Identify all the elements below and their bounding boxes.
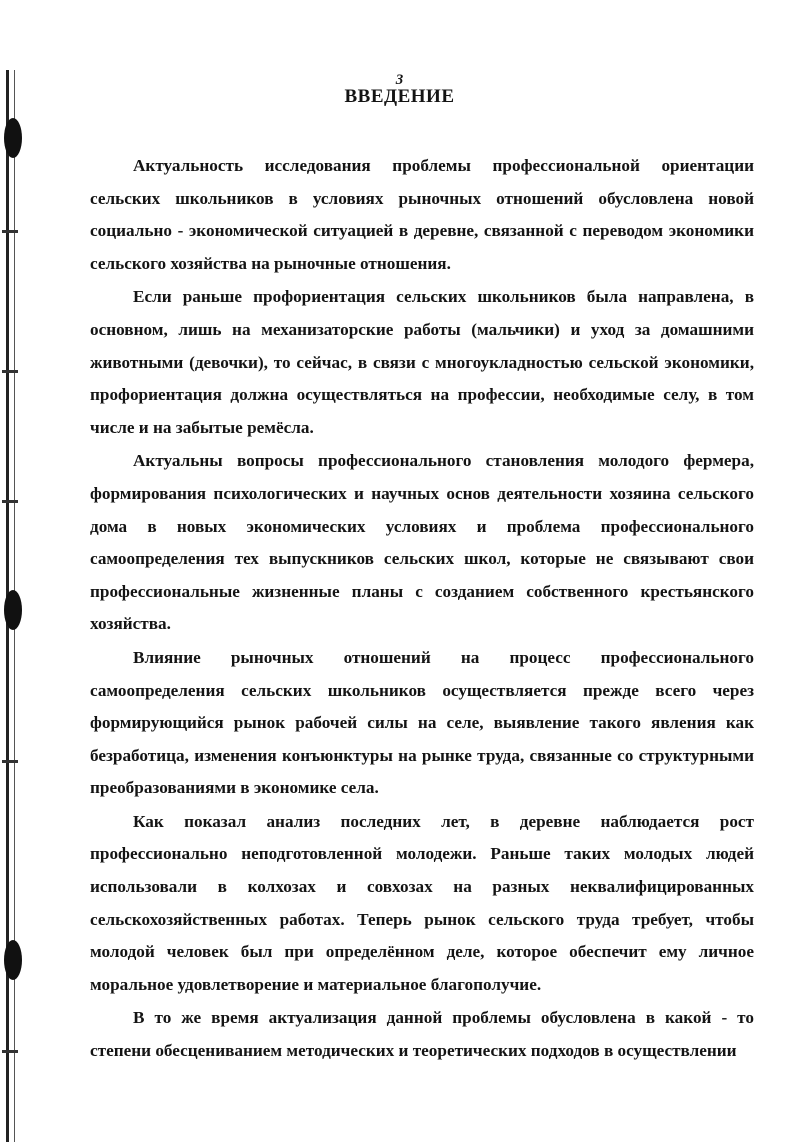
paragraph: Влияние рыночных отношений на процесс профессионального самоопределения сельских школьников осуществляется прежде всего через формирующийся рынок рабочей силы на селе, выявление такого явления как безработица, изменения конъюнктуры на рынке труда, связанные со структурными преобразованиями в экономике села.	[90, 647, 754, 798]
paragraph: В то же время актуализация данной проблемы обусловлена в какой - то степени обесцениванием методических и теоретических подходов в осуществлении	[90, 1008, 754, 1061]
paragraph: Актуальность исследования проблемы профессиональной ориентации сельских школьников в условиях рыночных отношений обусловлена новой социально - экономической ситуацией в деревне, связанной с переводом экономики сельского хозяйства на рыночные отношения.	[90, 156, 754, 273]
page-number: 3	[395, 72, 404, 88]
paragraph: Как показал анализ последних лет, в деревне наблюдается рост профессионально неподготовленной молодежи. Раньше таких молодых людей использовали в колхозах и совхозах на разных неквалифицированных сельскохозяйственных работах. Теперь рынок сельского труда требует, чтобы молодой человек был при определённом деле, которое обеспечит ему личное моральное удовлетворение и материальное благополучие.	[90, 811, 754, 994]
paragraph: Если раньше профориентация сельских школьников была направлена, в основном, лишь на механизаторские работы (мальчики) и уход за домашними животными (девочки), то сейчас, в связи с многоукладностью сельской экономики, профориентация должна осуществляться на профессии, необходимые селу, в том числе и на забытые ремёсла.	[90, 287, 754, 437]
edge-mark	[2, 500, 18, 503]
punch-hole	[4, 118, 22, 158]
edge-mark	[2, 370, 18, 373]
body-text	[90, 150, 754, 1068]
punch-hole	[4, 940, 22, 980]
paragraph: Актуальны вопросы профессионального становления молодого фермера, формирования психологических и научных основ деятельности хозяина сельского дома в новых экономических условиях и проблема профессионального самоопределения тех выпускников сельских школ, которые не связывают свои профессиональные жизненные планы с созданием собственного крестьянского хозяйства.	[90, 451, 754, 634]
scan-binding-edge	[0, 70, 26, 1142]
edge-mark	[2, 1050, 18, 1053]
edge-mark	[2, 230, 18, 233]
page-title: ВВЕДЕНИЕ	[344, 86, 455, 107]
punch-hole	[4, 590, 22, 630]
edge-mark	[2, 760, 18, 763]
